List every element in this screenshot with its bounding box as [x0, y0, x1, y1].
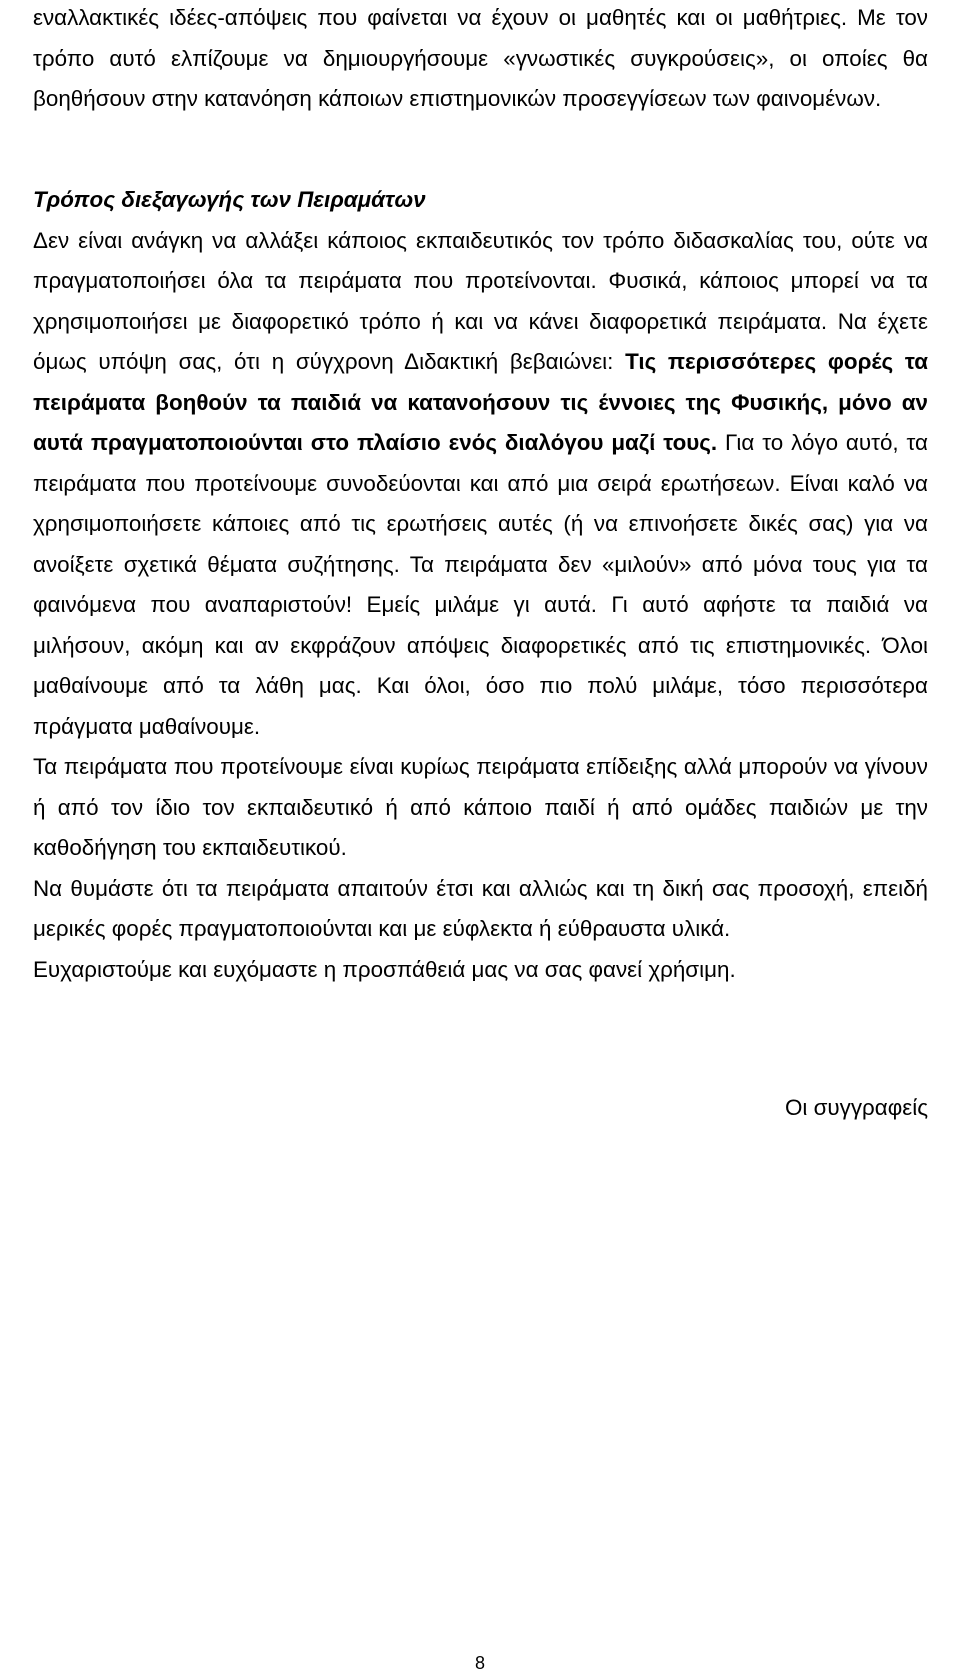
paragraph-2: Τα πειράματα που προτείνουμε είναι κυρίως πειράματα επίδειξης αλλά μπορούν να γίνουν ή από τον ίδιο τον εκπαιδευτικό ή από κάποιο παιδί ή από ομάδες παιδιών με την καθοδήγηση του εκπαιδευτικού.: [33, 754, 928, 860]
page-number: 8: [474, 1653, 485, 1673]
paragraph-3: Να θυμάστε ότι τα πειράματα απαιτούν έτσι και αλλιώς και τη δική σας προσοχή, επειδή μερικές φορές πραγματοποιούνται και με εύφλεκτα ή εύθραυστα υλικά.: [33, 875, 928, 941]
authors-signature: Οι συγγραφείς: [784, 1095, 928, 1120]
paragraph-1-text-start: Δεν είναι ανάγκη να αλλάξει κάποιος εκπαιδευτικός τον τρόπο διδασκαλίας του, ούτε να πραγματοποιήσει όλα τα πειράματα που προτείνονται. Φυσικά, κάποιος μπορεί να τα χρησιμοποιήσει με διαφορετικό τρόπο ή και να κάνει διαφορετικά πειράματα. Να έχετε όμως υπόψη σας, ότι η σύγχρονη Διδακτική βεβαιώνει:: [33, 227, 928, 374]
section-body: [33, 180, 928, 990]
paragraph-4: Ευχαριστούμε και ευχόμαστε η προσπάθειά μας να σας φανεί χρήσιμη.: [33, 956, 736, 982]
section-heading: Τρόπος διεξαγωγής των Πειραμάτων: [33, 187, 426, 212]
paragraph-1: [33, 221, 928, 748]
paragraph-1-text-end: Για το λόγο αυτό, τα πειράματα που προτείνουμε συνοδεύονται και από μια σειρά ερωτήσεων. Είναι καλό να χρησιμοποιήσετε κάποιες από τις ερωτήσεις αυτές (ή να επινοήσετε δικές σας) για να ανοίξετε σχετικά θέματα συζήτησης. Τα πειράματα δεν «μιλούν» από μόνα τους για τα φαινόμενα που αναπαριστούν! Εμείς μιλάμε γι αυτά. Γι αυτό αφήστε τα παιδιά να μιλήσουν, ακόμη και αν εκφράζουν απόψεις διαφορετικές από τις επιστημονικές. Όλοι μαθαίνουμε από τα λάθη μας. Και όλοι, όσο πιο πολύ μιλάμε, τόσο περισσότερα πράγματα μαθαίνουμε.: [33, 430, 928, 739]
paragraph-1-bold-statement: Τις περισσότερες φορές τα πειράματα βοηθούν τα παιδιά να κατανοήσουν τις έννοιες της Φυσικής, μόνο αν αυτά πραγματοποιούνται στο πλαίσιο ενός διαλόγου μαζί τους.: [33, 349, 929, 455]
intro-paragraph: εναλλακτικές ιδέες-απόψεις που φαίνεται να έχουν οι μαθητές και οι μαθήτριες. Με τον τρόπο αυτό ελπίζουμε να δημιουργήσουμε «γνωστικές συγκρούσεις», οι οποίες θα βοηθήσουν στην κατανόηση κάποιων επιστημονικών προσεγγίσεων των φαινομένων.: [33, 5, 928, 111]
